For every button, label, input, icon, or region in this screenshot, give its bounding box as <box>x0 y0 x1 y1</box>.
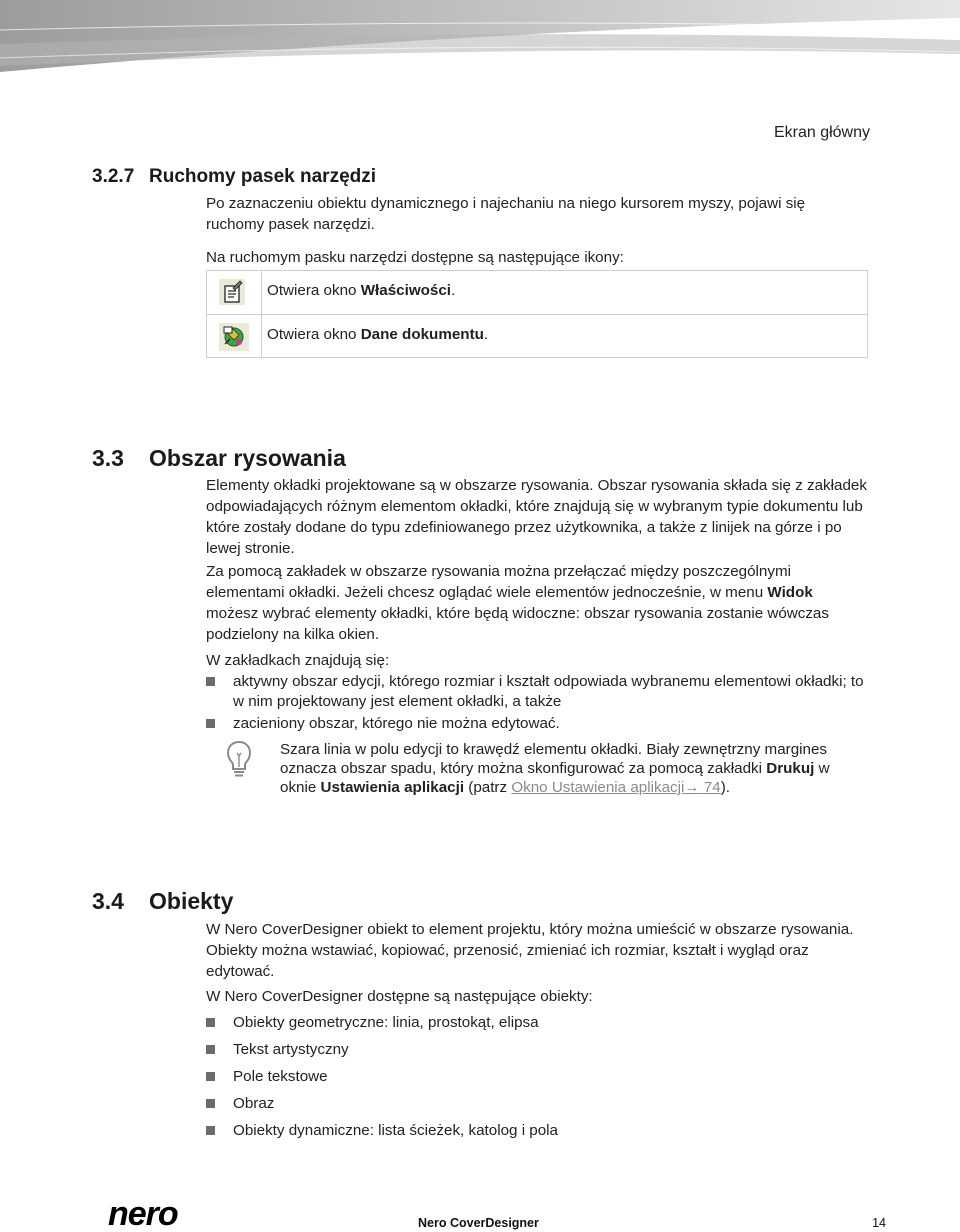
text-part: Szara linia w polu edycji to krawędź elementu okładki. Biały zewnętrzny margines oznacza obszar spadu, który można skonfigurować za pomocą zakładki <box>280 741 828 777</box>
list-item <box>206 1094 868 1114</box>
section-33-bullet-list <box>206 672 868 734</box>
list-item-text: Obiekty geometryczne: linia, prostokąt, elipsa <box>233 1014 539 1031</box>
icon-table-row <box>207 315 867 358</box>
section-number: 3.2.7 <box>92 166 135 187</box>
section-number: 3.3 <box>92 445 124 471</box>
bullet-square <box>206 719 215 728</box>
icon-table <box>206 270 868 358</box>
text-part: Otwiera okno <box>267 282 361 299</box>
section-title: Obszar rysowania <box>149 445 346 471</box>
bullet-square <box>206 1045 215 1054</box>
section-34-para1: W Nero CoverDesigner obiekt to element projektu, który można umieścić w obszarze rysowania. Obiekty można wstawiać, kopiować, przenosić, zmieniać ich rozmiar, kształt i wygląd oraz edytować. <box>206 921 854 980</box>
icon-cell <box>207 315 262 358</box>
bullet-square <box>206 677 215 686</box>
section-34-bullet-list <box>206 1013 868 1141</box>
link-page[interactable]: 74 <box>703 779 721 796</box>
cross-reference-link[interactable] <box>511 779 720 796</box>
arrow-icon[interactable]: → <box>684 779 704 796</box>
section-327-heading <box>92 166 376 188</box>
list-item-text: zacieniony obszar, którego nie można edytować. <box>233 715 560 732</box>
list-item <box>206 1067 868 1087</box>
icon-table-row <box>207 271 867 315</box>
section-33-para2 <box>206 561 868 645</box>
icon-list-lead: Na ruchomym pasku narzędzi dostępne są następujące ikony: <box>206 249 624 266</box>
list-item-text: Tekst artystyczny <box>233 1041 349 1058</box>
list-item <box>206 672 868 712</box>
footer-product-name: Nero CoverDesigner <box>418 1216 539 1230</box>
running-title: Ekran główny <box>773 124 870 141</box>
section-33-para1: Elementy okładki projektowane są w obszarze rysowania. Obszar rysowania składa się z zakładek odpowiadających różnym elementom okładki, które znajdują się w wybranym typie dokumentu lub które zostały dodane do typu zdefiniowanego przez użytkownika, a także z linijek na górze i po lewej stronie. <box>206 477 867 557</box>
ui-term: Dane dokumentu <box>360 326 484 343</box>
section-34-heading <box>92 888 233 915</box>
list-item-text: Pole tekstowe <box>233 1068 328 1085</box>
lightbulb-icon <box>226 740 252 780</box>
properties-icon <box>218 278 246 306</box>
icon-cell <box>207 271 262 314</box>
logo-wordmark: nero <box>108 1199 178 1231</box>
ui-term: Ustawienia aplikacji <box>320 779 465 796</box>
icon-description <box>267 326 488 343</box>
text-part: ). <box>720 779 730 796</box>
text-part: . <box>451 282 456 299</box>
text-part: (patrz <box>464 779 512 796</box>
text-part: Za pomocą zakładek w obszarze rysowania można przełączać między poszczególnymi elementami okładki. Jeżeli chcesz oglądać wiele elementów jednocześnie, w menu <box>206 563 791 601</box>
link-text[interactable]: Okno Ustawienia aplikacji <box>511 779 685 796</box>
list-item <box>206 1013 868 1033</box>
list-item-text: aktywny obszar edycji, którego rozmiar i kształt odpowiada wybranemu elementowi okładki; to w nim projektowany jest element okładki, a także <box>233 673 864 710</box>
list-item-text: Obiekty dynamiczne: lista ścieżek, katolog i pola <box>233 1122 558 1139</box>
bullet-square <box>206 1072 215 1081</box>
section-title: Obiekty <box>149 888 234 914</box>
section-title: Ruchomy pasek narzędzi <box>149 166 377 187</box>
ui-term: Drukuj <box>766 760 815 777</box>
ui-term: Widok <box>767 584 813 601</box>
section-number: 3.4 <box>92 888 124 914</box>
document-data-icon <box>218 322 250 352</box>
section-34-list-lead: W Nero CoverDesigner dostępne są następujące obiekty: <box>206 988 593 1005</box>
list-item-text: Obraz <box>233 1095 275 1112</box>
nero-logo <box>108 1199 214 1231</box>
text-part: . <box>483 326 489 343</box>
bullet-square <box>206 1099 215 1108</box>
section-327-intro: Po zaznaczeniu obiektu dynamicznego i najechaniu na niego kursorem myszy, pojawi się ruchomy pasek narzędzi. <box>206 195 806 233</box>
header-swoosh <box>0 0 960 110</box>
list-item <box>206 1121 868 1141</box>
list-item <box>206 1040 868 1060</box>
note-text <box>280 740 870 797</box>
bullet-square <box>206 1126 215 1135</box>
ui-term: Właściwości <box>360 282 452 299</box>
text-part: Otwiera okno <box>267 326 361 343</box>
section-33-list-lead: W zakładkach znajdują się: <box>206 652 390 669</box>
footer-page-number: 14 <box>872 1216 886 1230</box>
list-item <box>206 714 868 734</box>
bullet-square <box>206 1018 215 1027</box>
text-part: w oknie <box>280 760 830 796</box>
section-33-heading <box>92 445 346 472</box>
icon-description <box>267 282 455 299</box>
text-part: możesz wybrać elementy okładki, które będą widoczne: obszar rysowania zostanie wówczas podzielony na kilka okien. <box>206 605 829 643</box>
